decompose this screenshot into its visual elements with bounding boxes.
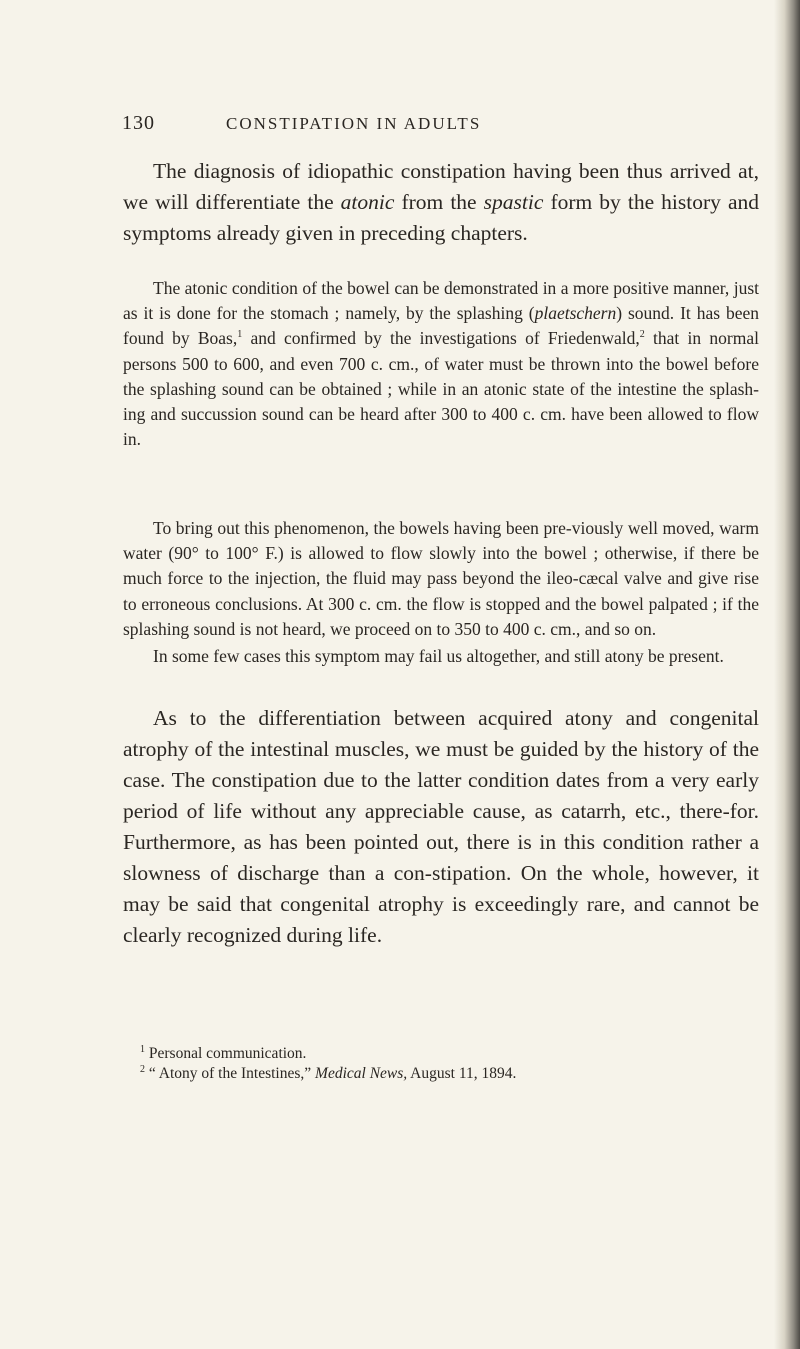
- paragraph-atonic-condition: [123, 276, 759, 452]
- emphasis-spastic: spastic: [483, 190, 544, 214]
- paragraph-differentiation: As to the differentiation between acquired atony and congenital atrophy of the intestinal muscles, we must be guided by the history of the case. The constipation due to the latter condition dates from a very early period of life without any appreciable cause, as catarrh, etc., there-for. Furthermore, as has been pointed out, there is in this condition rather a slowness of discharge than a con-stipation. On the whole, however, it may be said that congenital atrophy is exceedingly rare, and cannot be clearly recognized during life.: [123, 706, 759, 947]
- footnotes: [140, 1044, 760, 1084]
- paragraph-diagnosis: [123, 156, 759, 249]
- footnote-2: [140, 1064, 760, 1084]
- footnote-marker: 1: [140, 1043, 145, 1055]
- text-run: The diagnosis of idiopathic constipation having been thus arrived at, we will differentiate the: [123, 159, 759, 214]
- text-run: ) sound. It has been found by Boas,: [123, 303, 759, 349]
- text-run: and confirmed by the investigations of Friedenwald,: [242, 328, 640, 349]
- text-run: from the: [394, 190, 484, 214]
- paragraph-procedure: To bring out this phenomenon, the bowels having been pre-viously well moved, warm water (90° to 100° F.) is allowed to flow slowly into the bowel ; otherwise, if there be much force to the injection, the fluid may pass beyond the ileo-cæcal valve and give rise to erroneous conclusions. At 300 c. cm. the flow is stopped and the bowel palpated ; if the splashing sound is not heard, we proceed on to 350 to 400 c. cm., and so on.: [123, 518, 759, 639]
- page-header: [0, 112, 800, 148]
- footnote-text: “ Atony of the Intestines,”: [145, 1065, 316, 1082]
- footnote-ref-1: 1: [237, 329, 243, 341]
- footnote-text: Personal communication.: [145, 1045, 307, 1062]
- footnote-ref-2: 2: [639, 329, 645, 341]
- text-run: The atonic condition of the bowel can be demonstrated in a more positive manner, just as it is done for the stomach ; namely, by the splashing (: [123, 278, 759, 324]
- paragraph-exception: In some few cases this symptom may fail us altogether, and still atony be present.: [153, 646, 724, 666]
- footnote-marker: 2: [140, 1063, 145, 1075]
- text-run: that in normal persons 500 to 600, and even 700 c. cm., of water must be thrown into the bowel before the splashing sound can be obtained ; while in an atonic state of the intestine the splash-ing and succussion sound can be heard after 300 to 400 c. cm. have been allowed to flow in.: [123, 328, 759, 450]
- emphasis-plaetschern: plaetschern: [534, 303, 617, 324]
- running-head: CONSTIPATION IN ADULTS: [226, 114, 482, 133]
- text-run: form by the history and symptoms already given in preceding chapters.: [123, 190, 760, 245]
- footnote-1: [140, 1044, 760, 1064]
- page-edge-shadow: [774, 0, 800, 1349]
- journal-title: Medical News,: [315, 1065, 408, 1082]
- emphasis-atonic: atonic: [340, 190, 395, 214]
- footnote-text: August 11, 1894.: [407, 1065, 517, 1082]
- page-number: 130: [122, 112, 155, 134]
